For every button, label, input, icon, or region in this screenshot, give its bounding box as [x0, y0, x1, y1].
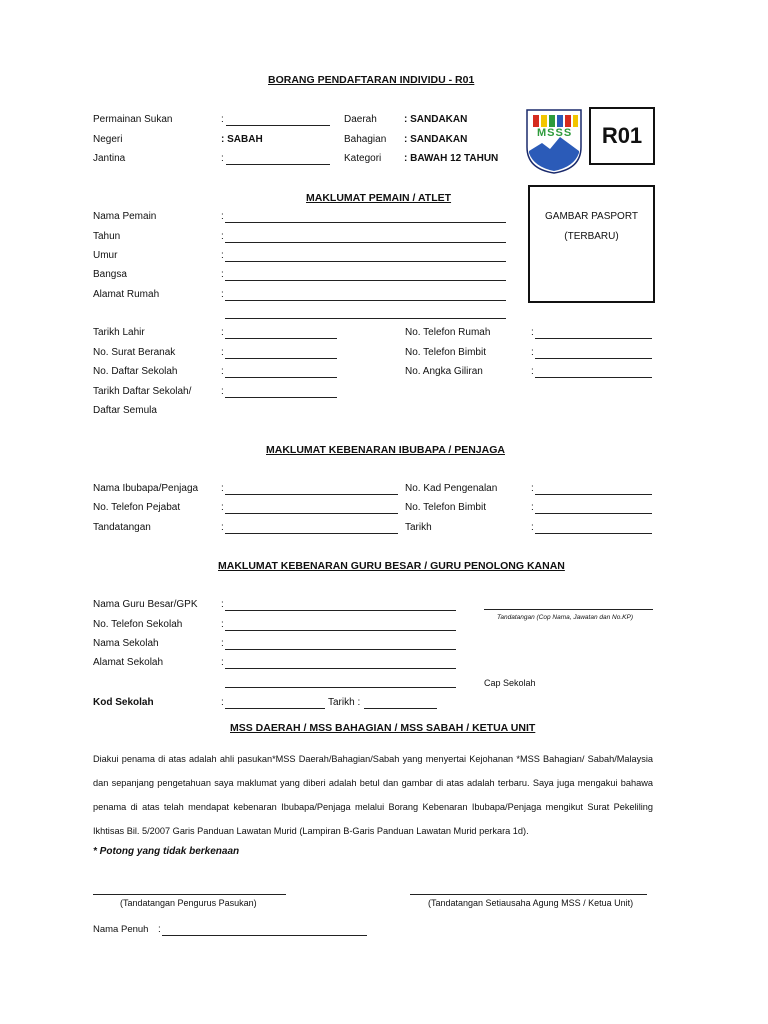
- input-line-alamat-sekolah-1[interactable]: [225, 668, 456, 669]
- label-kategori: Kategori: [344, 153, 382, 164]
- signature-caption-guru: Tandatangan (Cop Nama, Jawatan dan No.KP): [497, 614, 633, 621]
- colon: :: [531, 347, 534, 358]
- input-line-nama-guru-besar[interactable]: [225, 610, 456, 611]
- section-title-pemain: MAKLUMAT PEMAIN / ATLET: [306, 192, 452, 204]
- colon: :: [221, 657, 224, 668]
- section-title-ibubapa: MAKLUMAT KEBENARAN IBUBAPA / PENJAGA: [266, 444, 505, 456]
- colon: :: [531, 327, 534, 338]
- colon: :: [221, 619, 224, 630]
- input-line-tahun[interactable]: [225, 242, 506, 243]
- label-no-angka-giliran: No. Angka Giliran: [405, 366, 483, 377]
- colon: :: [221, 599, 224, 610]
- value-permainan-sukan: :: [221, 114, 224, 125]
- msss-logo: [524, 107, 584, 175]
- label-nama-penuh: Nama Penuh: [93, 924, 149, 935]
- input-line-no-telefon-pejabat[interactable]: [225, 513, 398, 514]
- label-no-telefon-pejabat: No. Telefon Pejabat: [93, 502, 181, 513]
- input-line-no-telefon-bimbit[interactable]: [535, 358, 652, 359]
- label-no-surat-beranak: No. Surat Beranak: [93, 347, 176, 358]
- label-daerah: Daerah: [344, 114, 377, 125]
- label-permainan-sukan: Permainan Sukan: [93, 114, 173, 125]
- label-no-telefon-bimbit-ibubapa: No. Telefon Bimbit: [405, 502, 486, 513]
- colon: :: [531, 522, 534, 533]
- form-code-box: R01: [589, 107, 655, 165]
- label-daftar-semula: Daftar Semula: [93, 405, 157, 416]
- label-alamat-sekolah: Alamat Sekolah: [93, 657, 164, 668]
- colon: :: [221, 483, 224, 494]
- input-line-umur[interactable]: [225, 261, 506, 262]
- signature-caption-setiausaha: (Tandatangan Setiausaha Agung MSS / Ketua Unit): [428, 898, 634, 908]
- input-line-no-surat-beranak[interactable]: [225, 358, 337, 359]
- input-line-no-kad-pengenalan[interactable]: [535, 494, 652, 495]
- signature-line-guru[interactable]: [484, 609, 653, 610]
- section-title-guru: MAKLUMAT KEBENARAN GURU BESAR / GURU PENOLONG KANAN: [218, 560, 565, 572]
- input-line-alamat-sekolah-2[interactable]: [225, 687, 456, 688]
- label-tahun: Tahun: [93, 231, 121, 242]
- colon: :: [531, 483, 534, 494]
- input-line-bangsa[interactable]: [225, 280, 506, 281]
- form-title: BORANG PENDAFTARAN INDIVIDU - R01: [268, 74, 475, 86]
- label-nama-guru-besar: Nama Guru Besar/GPK: [93, 599, 198, 610]
- colon: :: [221, 522, 224, 533]
- colon: :: [221, 366, 224, 377]
- input-line-no-daftar-sekolah[interactable]: [225, 377, 337, 378]
- colon: :: [221, 638, 224, 649]
- input-line-permainan-sukan[interactable]: [226, 125, 330, 126]
- input-line-tarikh-lahir[interactable]: [225, 338, 337, 339]
- input-line-alamat-rumah-1[interactable]: [225, 300, 506, 301]
- signature-caption-pengurus: (Tandatangan Pengurus Pasukan): [120, 898, 257, 908]
- colon: :: [221, 289, 224, 300]
- colon: :: [221, 697, 224, 708]
- label-nama-sekolah: Nama Sekolah: [93, 638, 159, 649]
- colon: :: [221, 269, 224, 280]
- input-line-no-telefon-bimbit-ibubapa[interactable]: [535, 513, 652, 514]
- label-bangsa: Bangsa: [93, 269, 127, 280]
- label-alamat-rumah: Alamat Rumah: [93, 289, 160, 300]
- colon: :: [531, 502, 534, 513]
- colon: :: [221, 347, 224, 358]
- input-line-no-telefon-rumah[interactable]: [535, 338, 652, 339]
- cap-sekolah-label: Cap Sekolah: [484, 678, 536, 688]
- logo-text: MSSS: [537, 127, 573, 139]
- label-tarikh-ibubapa: Tarikh: [405, 522, 432, 533]
- input-line-no-angka-giliran[interactable]: [535, 377, 652, 378]
- label-no-telefon-rumah: No. Telefon Rumah: [405, 327, 491, 338]
- value-kategori: : BAWAH 12 TAHUN: [404, 153, 499, 164]
- input-line-nama-penuh[interactable]: [162, 935, 367, 936]
- label-no-kad-pengenalan: No. Kad Pengenalan: [405, 483, 498, 494]
- label-negeri: Negeri: [93, 134, 123, 145]
- input-line-no-telefon-sekolah[interactable]: [225, 630, 456, 631]
- label-tarikh-guru: Tarikh :: [328, 697, 361, 708]
- input-line-kod-sekolah[interactable]: [225, 708, 325, 709]
- label-no-telefon-sekolah: No. Telefon Sekolah: [93, 619, 183, 630]
- msss-shield-icon: [524, 107, 584, 175]
- colon: :: [221, 211, 224, 222]
- photo-box-line1: GAMBAR PASPORT: [545, 211, 638, 222]
- label-tarikh-lahir: Tarikh Lahir: [93, 327, 145, 338]
- input-line-nama-pemain[interactable]: [225, 222, 506, 223]
- declaration-paragraph: Diakui penama di atas adalah ahli pasukan*MSS Daerah/Bahagian/Sabah yang menyertai Kejohanan *MSS Bahagian/ Sabah/Malaysia dan sepanjang pengetahuan saya maklumat yang diberi adalah betul dan gambar di atas adalah terbaru. Saya juga mengakui bahawa penama di atas telah mendapat kebenaran Ibubapa/Penjaga melalui Borang Kebenaran Ibubapa/Penjaga mengikut Surat Pekeliling Ikhtisas Bil. 5/2007 Garis Panduan Lawatan Murid (Lampiran B-Garis Panduan Lawatan Murid perkara 1d).: [93, 754, 653, 836]
- label-no-telefon-bimbit: No. Telefon Bimbit: [405, 347, 486, 358]
- input-line-tarikh-ibubapa[interactable]: [535, 533, 652, 534]
- label-umur: Umur: [93, 250, 118, 261]
- signature-line-pengurus[interactable]: [93, 894, 286, 895]
- signature-line-setiausaha[interactable]: [410, 894, 647, 895]
- colon: :: [221, 327, 224, 338]
- value-daerah: : SANDAKAN: [404, 114, 468, 125]
- label-nama-ibubapa: Nama Ibubapa/Penjaga: [93, 483, 199, 494]
- input-line-tarikh-daftar-sekolah[interactable]: [225, 397, 337, 398]
- label-nama-pemain: Nama Pemain: [93, 211, 157, 222]
- colon: :: [221, 231, 224, 242]
- label-jantina: Jantina: [93, 153, 126, 164]
- value-negeri: : SABAH: [221, 134, 263, 145]
- input-line-jantina[interactable]: [226, 164, 330, 165]
- label-kod-sekolah: Kod Sekolah: [93, 697, 154, 708]
- value-jantina: :: [221, 153, 224, 164]
- colon: :: [531, 366, 534, 377]
- photo-box-line2: (TERBARU): [564, 231, 619, 242]
- value-bahagian: : SANDAKAN: [404, 134, 468, 145]
- input-line-tandatangan[interactable]: [225, 533, 398, 534]
- input-line-alamat-rumah-2[interactable]: [225, 318, 506, 319]
- colon: :: [158, 924, 161, 935]
- note-potong: * Potong yang tidak berkenaan: [93, 846, 240, 857]
- label-bahagian: Bahagian: [344, 134, 387, 145]
- input-line-nama-ibubapa[interactable]: [225, 494, 398, 495]
- colon: :: [221, 386, 224, 397]
- section-title-mss: MSS DAERAH / MSS BAHAGIAN / MSS SABAH / KETUA UNIT: [230, 722, 536, 734]
- label-tarikh-daftar-sekolah: Tarikh Daftar Sekolah/: [93, 386, 192, 397]
- passport-photo-box: [528, 185, 655, 303]
- input-line-nama-sekolah[interactable]: [225, 649, 456, 650]
- label-no-daftar-sekolah: No. Daftar Sekolah: [93, 366, 178, 377]
- label-tandatangan: Tandatangan: [93, 522, 151, 533]
- colon: :: [221, 250, 224, 261]
- input-line-tarikh-guru[interactable]: [364, 708, 437, 709]
- colon: :: [221, 502, 224, 513]
